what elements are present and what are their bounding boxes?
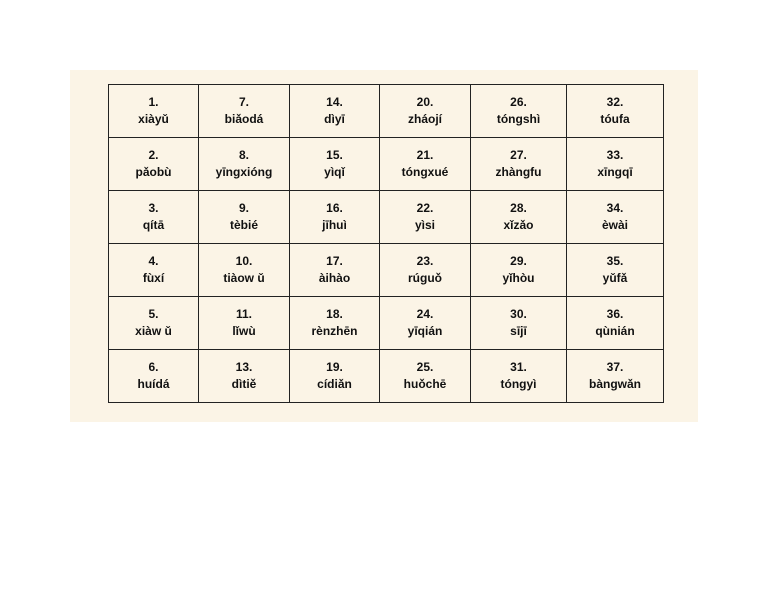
pinyin-word: qítā	[142, 218, 165, 232]
vocab-cell	[199, 297, 290, 350]
item-number: 13.	[235, 360, 253, 374]
vocab-cell	[380, 138, 471, 191]
pinyin-word: sījī	[510, 324, 527, 338]
pinyin-word: yǐhòu	[502, 271, 535, 285]
item-number: 28.	[510, 201, 527, 215]
vocab-cell	[290, 191, 380, 244]
vocab-cell	[199, 85, 290, 138]
pinyin-word: yǔfǎ	[602, 271, 628, 285]
pinyin-word: dìtiě	[231, 377, 257, 391]
vocab-cell	[109, 85, 199, 138]
vocab-cell	[290, 350, 380, 403]
item-number: 11.	[235, 307, 253, 321]
vocab-cell	[380, 244, 471, 297]
pinyin-word: rúguǒ	[408, 271, 442, 285]
pinyin-word: èwài	[601, 218, 628, 232]
pinyin-word: xiàyǔ	[138, 112, 169, 126]
vocab-cell	[290, 244, 380, 297]
vocab-cell	[471, 138, 567, 191]
item-number: 4.	[148, 254, 159, 268]
item-number: 36.	[606, 307, 624, 321]
vocab-cell	[109, 350, 199, 403]
item-number: 24.	[416, 307, 434, 321]
item-number: 15.	[326, 148, 343, 162]
vocab-cell	[567, 244, 664, 297]
vocabulary-grid	[108, 84, 664, 403]
grid-row	[109, 297, 664, 350]
vocab-cell	[471, 350, 567, 403]
pinyin-word: tóngshì	[496, 112, 541, 126]
pinyin-word: yīqián	[407, 324, 443, 338]
vocab-cell	[380, 297, 471, 350]
vocab-cell	[109, 244, 199, 297]
pinyin-word: tóufa	[600, 112, 630, 126]
pinyin-word: zhàngfu	[495, 165, 542, 179]
vocab-cell	[380, 350, 471, 403]
pinyin-word: huídá	[137, 377, 170, 391]
vocab-cell	[471, 297, 567, 350]
vocab-cell	[109, 138, 199, 191]
item-number: 21.	[416, 148, 434, 162]
vocab-cell	[109, 191, 199, 244]
pinyin-word: xīngqī	[597, 165, 633, 179]
item-number: 32.	[606, 95, 624, 109]
grid-row	[109, 138, 664, 191]
item-number: 35.	[606, 254, 624, 268]
item-number: 6.	[148, 360, 159, 374]
pinyin-word: fùxí	[142, 271, 165, 285]
item-number: 3.	[148, 201, 159, 215]
pinyin-word: yīngxióng	[215, 165, 273, 179]
vocab-cell	[380, 85, 471, 138]
pinyin-word: cídiǎn	[317, 377, 352, 391]
vocab-cell	[567, 297, 664, 350]
item-number: 14.	[326, 95, 343, 109]
vocab-cell	[567, 350, 664, 403]
pinyin-word: tèbié	[229, 218, 258, 232]
item-number: 1.	[148, 95, 159, 109]
pinyin-word: jīhuì	[322, 218, 347, 232]
pinyin-word: xǐzǎo	[503, 218, 534, 232]
item-number: 23.	[416, 254, 434, 268]
vocab-cell	[109, 297, 199, 350]
item-number: 37.	[606, 360, 624, 374]
vocab-cell	[199, 350, 290, 403]
pinyin-word: àihào	[318, 271, 351, 285]
pinyin-word: rènzhēn	[311, 324, 358, 338]
pinyin-word: huǒchē	[403, 377, 447, 391]
pinyin-word: dìyī	[324, 112, 345, 126]
pinyin-word: qùnián	[595, 324, 635, 338]
vocab-cell	[290, 85, 380, 138]
vocab-cell	[567, 191, 664, 244]
item-number: 22.	[416, 201, 434, 215]
vocab-cell	[380, 191, 471, 244]
item-number: 29.	[510, 254, 527, 268]
item-number: 30.	[510, 307, 527, 321]
item-number: 26.	[510, 95, 527, 109]
pinyin-word: tóngyì	[500, 377, 537, 391]
vocab-cell	[290, 297, 380, 350]
item-number: 7.	[238, 95, 249, 109]
item-number: 17.	[326, 254, 343, 268]
vocab-cell	[199, 191, 290, 244]
item-number: 10.	[235, 254, 253, 268]
item-number: 16.	[326, 201, 343, 215]
item-number: 2.	[148, 148, 159, 162]
pinyin-word: zháojí	[407, 112, 442, 126]
item-number: 8.	[238, 148, 249, 162]
pinyin-word: tóngxué	[401, 165, 449, 179]
pinyin-word: bàngwǎn	[588, 377, 641, 391]
item-number: 34.	[606, 201, 624, 215]
item-number: 31.	[510, 360, 527, 374]
grid-row	[109, 85, 664, 138]
item-number: 5.	[148, 307, 159, 321]
vocab-cell	[471, 191, 567, 244]
vocab-cell	[199, 244, 290, 297]
pinyin-word: lǐwù	[232, 324, 256, 338]
vocab-cell	[471, 244, 567, 297]
grid-row	[109, 350, 664, 403]
pinyin-word: pǎobù	[135, 165, 172, 179]
pinyin-word: yìqǐ	[324, 165, 345, 179]
pinyin-word: biǎodá	[224, 112, 264, 126]
pinyin-word: yìsi	[414, 218, 435, 232]
grid-row	[109, 191, 664, 244]
vocab-cell	[567, 138, 664, 191]
grid-row	[109, 244, 664, 297]
item-number: 25.	[416, 360, 434, 374]
vocab-cell	[290, 138, 380, 191]
item-number: 27.	[510, 148, 527, 162]
vocab-cell	[567, 85, 664, 138]
item-number: 33.	[606, 148, 624, 162]
pinyin-word: xiàw ǔ	[135, 324, 172, 338]
item-number: 20.	[416, 95, 434, 109]
vocab-cell	[199, 138, 290, 191]
item-number: 18.	[326, 307, 343, 321]
item-number: 19.	[326, 360, 343, 374]
vocab-cell	[471, 85, 567, 138]
pinyin-word: tiàow ǔ	[223, 271, 265, 285]
item-number: 9.	[238, 201, 249, 215]
